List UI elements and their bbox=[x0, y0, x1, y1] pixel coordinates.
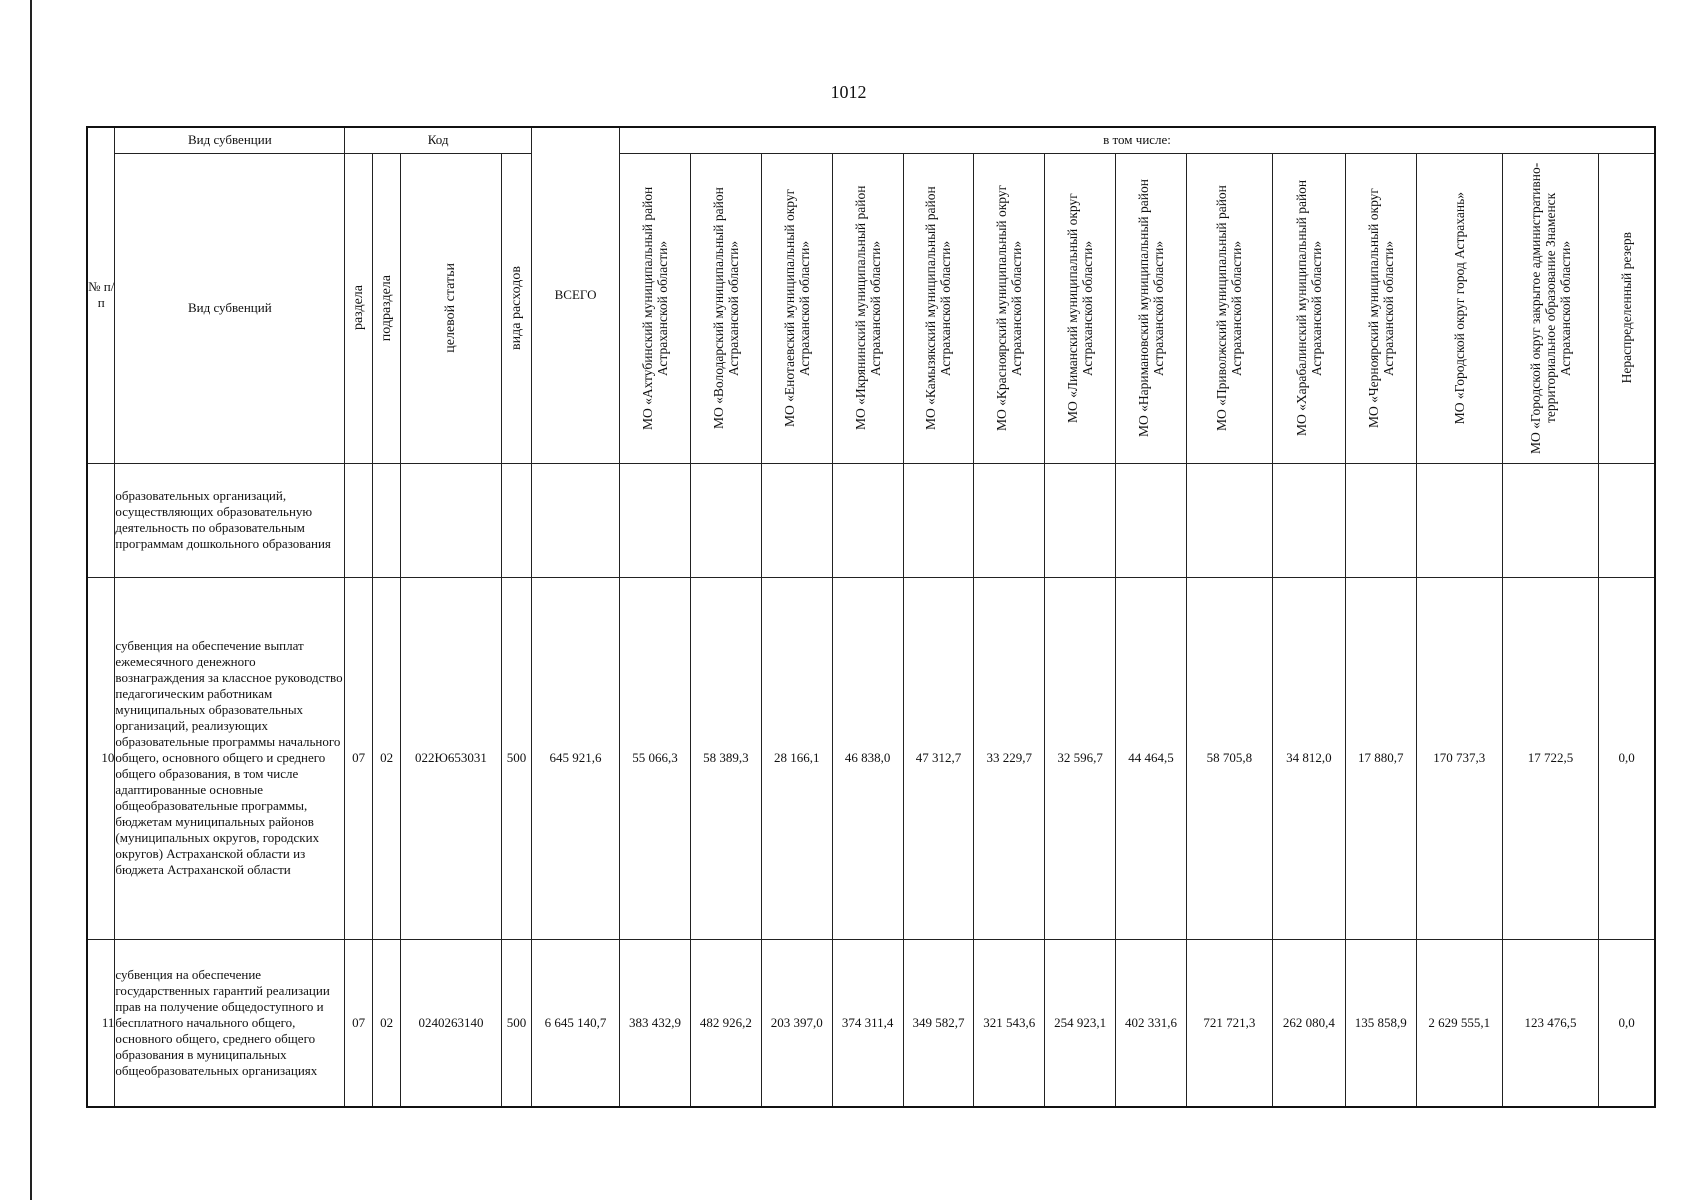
row-description: образовательных организаций, осуществляющих образовательную деятельность по образовательным программам дошкольного образования bbox=[115, 463, 345, 577]
mo-col-kharabalinsky: МО «Харабалинский муниципальный район Астраханской области» bbox=[1272, 153, 1345, 463]
reserve-col: Нераспределенный резерв bbox=[1599, 153, 1655, 463]
table-row bbox=[87, 463, 1655, 577]
row-description: субвенция на обеспечение выплат ежемесячного денежного вознаграждения за классное руководство педагогическим работникам муниципальных образовательных организаций, реализующих образовательные программы начального общего, основного общего и среднего общего образования, в том числе адаптированные основные общеобразовательные программы, бюджетам муниципальных районов (муниципальных округов, городских округов) Астраханской области из бюджета Астраханской области bbox=[115, 577, 345, 939]
row-value: 135 858,9 bbox=[1345, 939, 1416, 1107]
code-group-header: Код bbox=[345, 127, 532, 153]
vid-group-header: Вид субвенции bbox=[115, 127, 345, 153]
row-value: 721 721,3 bbox=[1186, 939, 1272, 1107]
code-col-podrazdel: подраздела bbox=[373, 153, 401, 463]
row-value: 33 229,7 bbox=[974, 577, 1045, 939]
row-value bbox=[1272, 463, 1345, 577]
row-value bbox=[1599, 463, 1655, 577]
row-value bbox=[1186, 463, 1272, 577]
row-value: 34 812,0 bbox=[1272, 577, 1345, 939]
row-value: 374 311,4 bbox=[832, 939, 903, 1107]
table-row bbox=[87, 577, 1655, 939]
row-podrazdel bbox=[373, 463, 401, 577]
row-vid bbox=[501, 463, 531, 577]
row-value bbox=[1502, 463, 1599, 577]
mo-col-ikryaninsky: МО «Икрянинский муниципальный район Астраханской области» bbox=[832, 153, 903, 463]
header-row-2 bbox=[87, 153, 1655, 463]
row-total: 6 645 140,7 bbox=[532, 939, 620, 1107]
row-value: 321 543,6 bbox=[974, 939, 1045, 1107]
row-value: 254 923,1 bbox=[1045, 939, 1116, 1107]
row-value: 46 838,0 bbox=[832, 577, 903, 939]
header-row-1 bbox=[87, 127, 1655, 153]
row-razdel: 07 bbox=[345, 939, 373, 1107]
including-header: в том числе: bbox=[620, 127, 1655, 153]
row-value: 28 166,1 bbox=[761, 577, 832, 939]
mo-col-enotaevsky: МО «Енотаевский муниципальный округ Астраханской области» bbox=[761, 153, 832, 463]
row-value: 203 397,0 bbox=[761, 939, 832, 1107]
row-value bbox=[1345, 463, 1416, 577]
subvention-table bbox=[86, 126, 1656, 1108]
mo-col-volodarsky: МО «Володарский муниципальный район Астраханской области» bbox=[690, 153, 761, 463]
row-value bbox=[974, 463, 1045, 577]
row-celevaya bbox=[401, 463, 502, 577]
row-num bbox=[87, 463, 115, 577]
mo-col-narimanovsky: МО «Наримановский муниципальный район Астраханской области» bbox=[1116, 153, 1187, 463]
row-value: 383 432,9 bbox=[620, 939, 691, 1107]
mo-col-privolzhsky: МО «Приволжский муниципальный район Астраханской области» bbox=[1186, 153, 1272, 463]
row-vid: 500 bbox=[501, 939, 531, 1107]
row-value: 123 476,5 bbox=[1502, 939, 1599, 1107]
row-value: 262 080,4 bbox=[1272, 939, 1345, 1107]
row-value bbox=[832, 463, 903, 577]
row-value: 44 464,5 bbox=[1116, 577, 1187, 939]
row-value: 0,0 bbox=[1599, 577, 1655, 939]
row-value: 17 722,5 bbox=[1502, 577, 1599, 939]
row-value: 47 312,7 bbox=[903, 577, 974, 939]
page-number: 1012 bbox=[830, 82, 867, 102]
row-value bbox=[690, 463, 761, 577]
row-value: 402 331,6 bbox=[1116, 939, 1187, 1107]
row-celevaya: 0240263140 bbox=[401, 939, 502, 1107]
code-col-vid: вида расходов bbox=[501, 153, 531, 463]
mo-col-krasnoyarsky: МО «Красноярский муниципальный округ Астраханской области» bbox=[974, 153, 1045, 463]
row-vid: 500 bbox=[501, 577, 531, 939]
num-header: № п/п bbox=[87, 127, 115, 463]
row-value: 58 389,3 bbox=[690, 577, 761, 939]
code-col-razdel: раздела bbox=[345, 153, 373, 463]
row-total: 645 921,6 bbox=[532, 577, 620, 939]
row-description: субвенция на обеспечение государственных гарантий реализации прав на получение общедоступного и бесплатного начального общего, основного общего, среднего общего образования в муниципальных общеобразовательных организациях bbox=[115, 939, 345, 1107]
row-value: 58 705,8 bbox=[1186, 577, 1272, 939]
row-value bbox=[903, 463, 974, 577]
vid-sub-header: Вид субвенций bbox=[115, 153, 345, 463]
row-value bbox=[620, 463, 691, 577]
row-num: 11 bbox=[87, 939, 115, 1107]
row-value: 32 596,7 bbox=[1045, 577, 1116, 939]
row-razdel: 07 bbox=[345, 577, 373, 939]
row-value bbox=[761, 463, 832, 577]
total-header: ВСЕГО bbox=[532, 127, 620, 463]
mo-col-akhtubinsky: МО «Ахтубинский муниципальный район Астраханской области» bbox=[620, 153, 691, 463]
code-col-celevaya: целевой статьи bbox=[401, 153, 502, 463]
row-value bbox=[1116, 463, 1187, 577]
row-value: 17 880,7 bbox=[1345, 577, 1416, 939]
row-podrazdel: 02 bbox=[373, 939, 401, 1107]
row-value: 482 926,2 bbox=[690, 939, 761, 1107]
mo-col-kamyzyaksky: МО «Камызякский муниципальный район Астраханской области» bbox=[903, 153, 974, 463]
mo-col-limansky: МО «Лиманский муниципальный округ Астраханской области» bbox=[1045, 153, 1116, 463]
row-num: 10 bbox=[87, 577, 115, 939]
row-podrazdel: 02 bbox=[373, 577, 401, 939]
row-value: 170 737,3 bbox=[1416, 577, 1502, 939]
mo-col-astrakhan: МО «Городской округ город Астрахань» bbox=[1416, 153, 1502, 463]
row-value bbox=[1045, 463, 1116, 577]
mo-col-chernoyarsky: МО «Черноярский муниципальный округ Астраханской области» bbox=[1345, 153, 1416, 463]
table-row bbox=[87, 939, 1655, 1107]
row-total bbox=[532, 463, 620, 577]
row-value: 349 582,7 bbox=[903, 939, 974, 1107]
row-celevaya: 022Ю653031 bbox=[401, 577, 502, 939]
row-value bbox=[1416, 463, 1502, 577]
left-margin-line bbox=[30, 0, 32, 1200]
row-razdel bbox=[345, 463, 373, 577]
row-value: 2 629 555,1 bbox=[1416, 939, 1502, 1107]
mo-col-znamensk: МО «Городской округ закрытое административно-территориальное образование Знаменск Астраханской области» bbox=[1502, 153, 1599, 463]
row-value: 0,0 bbox=[1599, 939, 1655, 1107]
row-value: 55 066,3 bbox=[620, 577, 691, 939]
